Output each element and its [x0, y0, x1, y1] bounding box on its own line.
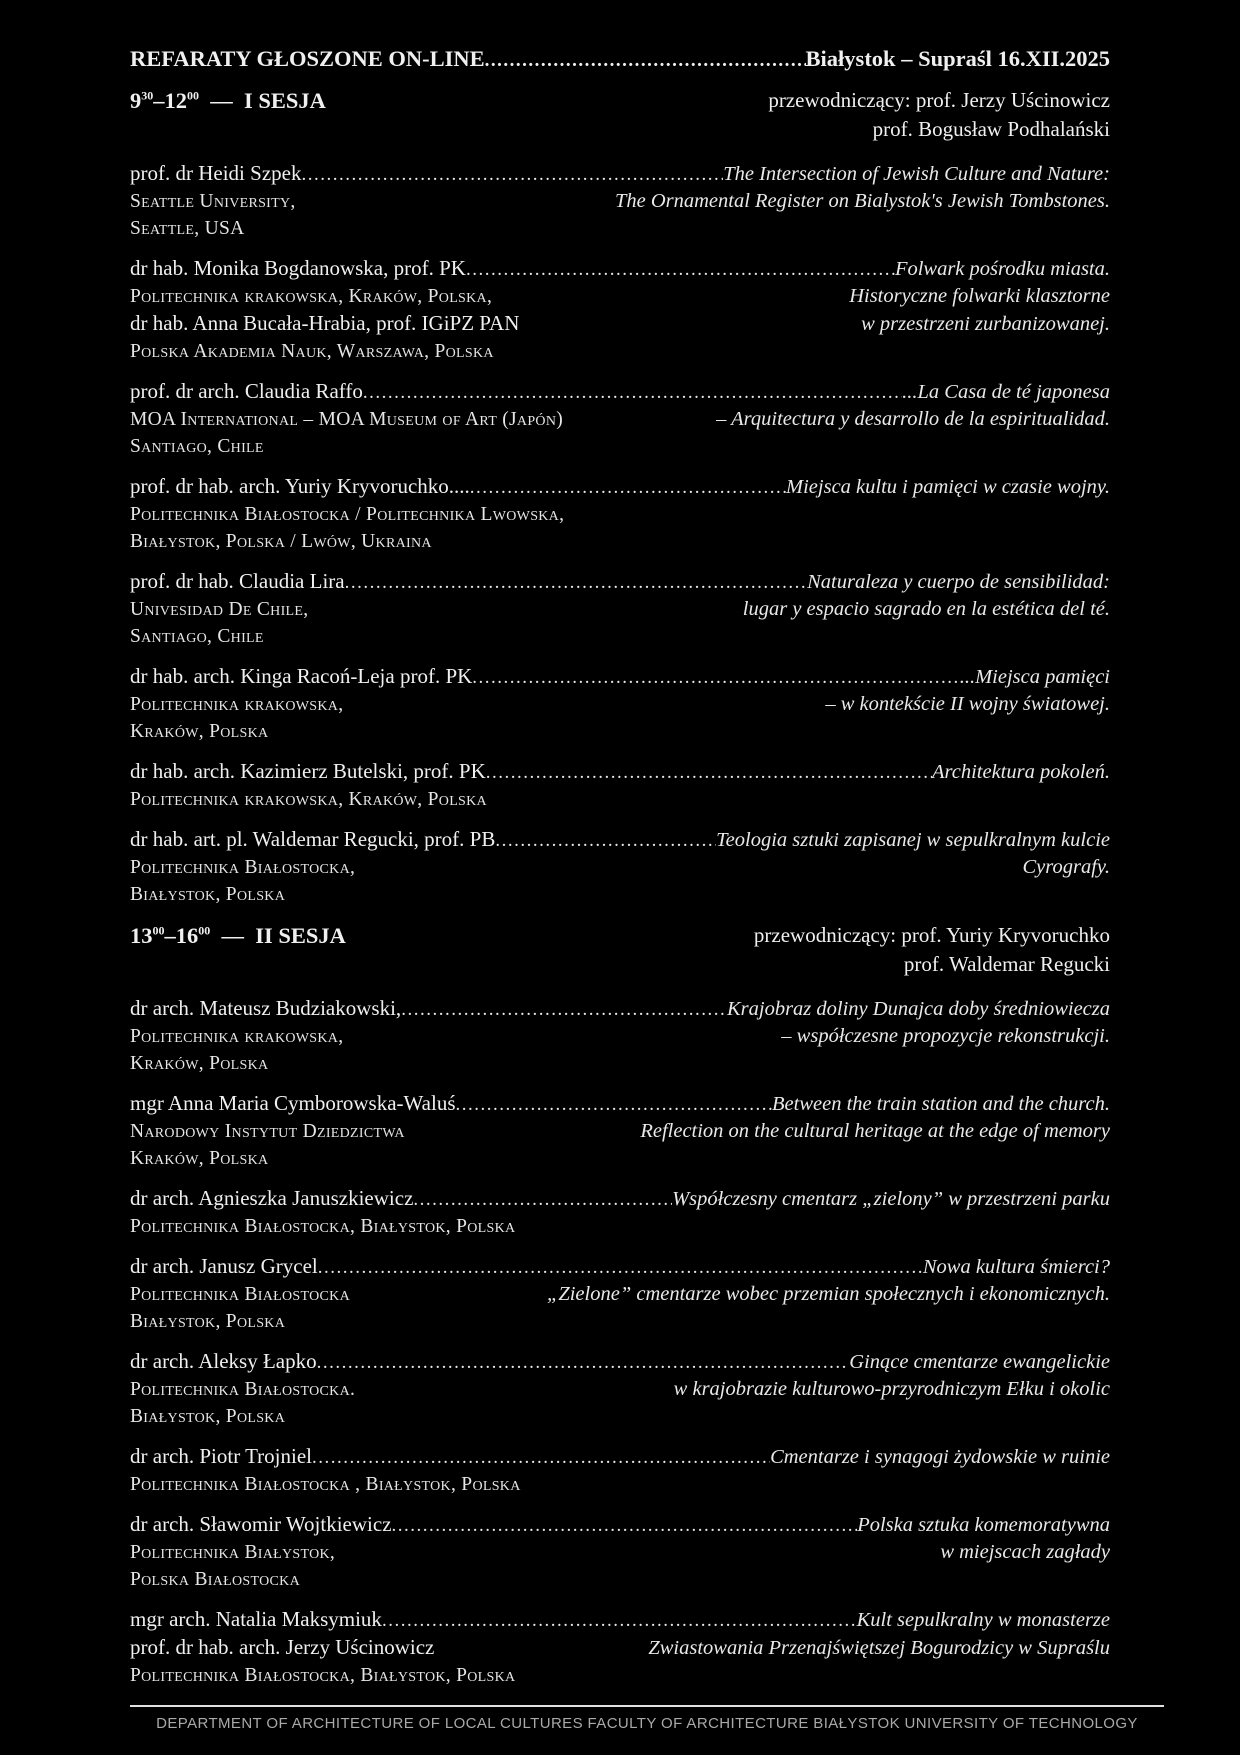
time-superscript: 00 [187, 88, 199, 103]
speaker-name: dr hab. Monika Bogdanowska, prof. PK [130, 256, 466, 280]
affiliation: Politechnika Białostocka, [130, 857, 356, 878]
dot-leader [466, 256, 895, 283]
dot-leader [413, 1186, 672, 1213]
speaker-name: dr arch. Janusz Grycel [130, 1254, 318, 1278]
talk-title: Folwark pośrodku miasta. [894, 258, 1110, 280]
talk-title-continued: – w kontekście II wojny światowej. [825, 693, 1110, 715]
chair-line: przewodniczący: prof. Yuriy Kryvoruchko [753, 923, 1110, 947]
talk-title-continued: Zwiastowania Przenajświętszej Bogurodzicy w Supraślu [648, 1637, 1110, 1659]
entry-row [130, 528, 1110, 555]
speaker-name: dr hab. art. pl. Waldemar Regucki, prof. PB [130, 827, 496, 851]
affiliation: Narodowy Instytut Dziedzictwa [130, 1121, 405, 1142]
entry-first-line [130, 473, 1110, 501]
affiliation: Białystok, Polska [130, 1406, 286, 1427]
program-entry [130, 378, 1110, 460]
affiliation: Białystok, Polska [130, 1311, 286, 1332]
talk-title: Krajobraz doliny Dunajca doby średniowiecza [726, 998, 1110, 1020]
talk-title-continued: Cyrografy. [1022, 856, 1110, 878]
speaker-name: mgr arch. Natalia Maksymiuk [130, 1607, 382, 1631]
affiliation: Politechnika Białostocka. [130, 1379, 356, 1400]
speaker-name: dr arch. Agnieszka Januszkiewicz [130, 1186, 414, 1210]
entry-first-line [130, 160, 1110, 188]
program-entry [130, 1185, 1110, 1240]
talk-title-continued: „Zielone” cmentarze wobec przemian społecznych i ekonomicznych. [546, 1283, 1110, 1305]
dot-leader [312, 1444, 770, 1471]
program-entry [130, 1253, 1110, 1335]
program-entry [130, 160, 1110, 242]
program-entry [130, 255, 1110, 365]
session-header [130, 921, 1110, 979]
document-title: REFARATY GŁOSZONE ON-LINE [130, 46, 485, 71]
entry-row [130, 881, 1110, 908]
entry-row [130, 786, 1110, 813]
entry-first-line [130, 995, 1110, 1023]
entry-row [130, 1213, 1110, 1240]
entry-row [130, 1566, 1110, 1593]
dot-leader [363, 379, 902, 406]
talk-title: Miejsca kultu i pamięci w czasie wojny. [786, 476, 1110, 498]
affiliation: Politechnika Białostocka [130, 1284, 350, 1305]
entry-row [130, 1539, 1110, 1566]
affiliation: Politechnika krakowska, [130, 694, 344, 715]
session-time-title: $13^{00}-16^{00}$ — II SESJA [130, 923, 346, 948]
dot-leader [456, 1091, 773, 1118]
talk-title-continued: Reflection on the cultural heritage at the edge of memory [640, 1120, 1110, 1142]
dot-leader [472, 664, 959, 691]
entry-row [130, 283, 1110, 310]
program-entry [130, 1511, 1110, 1593]
program-entry [130, 1090, 1110, 1172]
dot-leader [486, 759, 932, 786]
entry-first-line [130, 1348, 1110, 1376]
entry-row [130, 854, 1110, 881]
entry-first-line [130, 1511, 1110, 1539]
sessions [130, 86, 1110, 1689]
co-speaker-name: dr hab. Anna Bucała-Hrabia, prof. IGiPZ PAN [130, 311, 520, 335]
speaker-name: dr hab. arch. Kinga Racoń-Leja prof. PK [130, 664, 473, 688]
entry-first-line [130, 1443, 1110, 1471]
dot-leader [401, 996, 727, 1023]
talk-title-continued: w przestrzeni zurbanizowanej. [861, 313, 1110, 335]
program-entry [130, 473, 1110, 555]
time-superscript: 00 [152, 923, 165, 938]
dot-leader [301, 161, 723, 188]
talk-title: ...Miejsca pamięci [959, 666, 1110, 688]
dot-leader [317, 1349, 850, 1376]
affiliation: Seattle University, [130, 191, 296, 212]
speaker-name: prof. dr hab. Claudia Lira [130, 569, 345, 593]
session [130, 921, 1110, 1689]
affiliation: Politechnika krakowska, Kraków, Polska, [130, 286, 493, 307]
talk-title-continued: – współczesne propozycje rekonstrukcji. [781, 1025, 1110, 1047]
entry-first-line [130, 663, 1110, 691]
talk-title: Nowa kultura śmierci? [922, 1256, 1110, 1278]
entry-row [130, 718, 1110, 745]
affiliation: Kraków, Polska [130, 1053, 269, 1074]
speaker-name: mgr Anna Maria Cymborowska-Waluś [130, 1091, 456, 1115]
entry-row [130, 623, 1110, 650]
entry-row [130, 596, 1110, 623]
talk-title: The Intersection of Jewish Culture and Nature: [723, 163, 1110, 185]
speaker-name: prof. dr arch. Claudia Raffo [130, 379, 363, 403]
entry-row [130, 188, 1110, 215]
affiliation: Politechnika Białostocka, Białystok, Polska [130, 1216, 516, 1237]
session [130, 86, 1110, 908]
entry-row [130, 1023, 1110, 1050]
entry-row [130, 691, 1110, 718]
entry-first-line [130, 1185, 1110, 1213]
talk-title: Teologia sztuki zapisanej w sepulkralnym kulcie [716, 829, 1110, 851]
affiliation: Politechnika Białystok, [130, 1542, 336, 1563]
session-header [130, 86, 1110, 144]
talk-title: Współczesny cmentarz „zielony” w przestrzeni parku [672, 1188, 1110, 1210]
speaker-name: dr arch. Aleksy Łapko [130, 1349, 317, 1373]
affiliation: Politechnika Białostocka , Białystok, Polska [130, 1474, 521, 1495]
talk-title: Architektura pokoleń. [932, 761, 1110, 783]
entry-row [130, 1662, 1110, 1689]
entry-first-line [130, 758, 1110, 786]
entry-row [130, 1145, 1110, 1172]
affiliation: MOA International – MOA Museum of Art (Japón) [130, 409, 564, 430]
entry-first-line [130, 568, 1110, 596]
co-speaker-name: prof. dr hab. arch. Jerzy Uścinowicz [130, 1635, 435, 1659]
entry-row [130, 1118, 1110, 1145]
talk-title: Naturaleza y cuerpo de sensibilidad: [807, 571, 1110, 593]
session-chairs [768, 86, 1110, 144]
program-entry [130, 758, 1110, 813]
dot-leader [495, 827, 716, 854]
entry-row [130, 1376, 1110, 1403]
talk-title-continued: – Arquitectura y desarrollo de la espiritualidad. [716, 408, 1110, 430]
entry-first-line [130, 1253, 1110, 1281]
program-entry [130, 568, 1110, 650]
dot-leader [485, 46, 806, 76]
entry-row [130, 501, 1110, 528]
talk-title: Polska sztuka komemoratywna [857, 1514, 1110, 1536]
program-entry [130, 663, 1110, 745]
entry-row [130, 338, 1110, 365]
affiliation: Kraków, Polska [130, 721, 269, 742]
entry-row [130, 1634, 1110, 1662]
speaker-name: dr arch. Piotr Trojniel [130, 1444, 312, 1468]
affiliation: Polska Akademia Nauk, Warszawa, Polska [130, 341, 494, 362]
program-entry [130, 995, 1110, 1077]
affiliation: Seattle, USA [130, 218, 245, 239]
chair-line: przewodniczący: prof. Jerzy Uścinowicz [768, 88, 1110, 112]
time-superscript: 00 [198, 923, 211, 938]
program-entry [130, 1348, 1110, 1430]
page-footer [130, 1705, 1164, 1732]
entry-row [130, 215, 1110, 242]
entry-row [130, 406, 1110, 433]
entry-row [130, 1308, 1110, 1335]
talk-title-continued: w krajobrazie kulturowo-przyrodniczym Ełku i okolic [673, 1378, 1110, 1400]
dot-leader [470, 474, 786, 501]
talk-title-continued: w miejscach zagłady [940, 1541, 1110, 1563]
talk-title-continued: lugar y espacio sagrado en la estética del té. [742, 598, 1110, 620]
affiliation: Politechnika krakowska, [130, 1026, 344, 1047]
speaker-name: dr hab. arch. Kazimierz Butelski, prof. PK [130, 759, 486, 783]
speaker-name: dr arch. Mateusz Budziakowski, [130, 996, 402, 1020]
program-entry [130, 1606, 1110, 1689]
entry-row [130, 433, 1110, 460]
entry-row [130, 1471, 1110, 1498]
affiliation: Politechnika Białostocka, Białystok, Polska [130, 1665, 516, 1686]
talk-title: Between the train station and the church. [772, 1093, 1110, 1115]
footer-text: DEPARTMENT OF ARCHITECTURE OF LOCAL CULTURES FACULTY OF ARCHITECTURE BIAŁYSTOK UNIVERSITY OF TECHNOLOGY [156, 1715, 1138, 1732]
affiliation: Białystok, Polska [130, 884, 286, 905]
chair-line: prof. Bogusław Podhalański [872, 117, 1110, 141]
entry-row [130, 1050, 1110, 1077]
affiliation: Politechnika Białostocka / Politechnika Lwowska, [130, 504, 565, 525]
affiliation: Politechnika krakowska, Kraków, Polska [130, 789, 487, 810]
program-entry [130, 1443, 1110, 1498]
affiliation: Univesidad De Chile, [130, 599, 309, 620]
affiliation: Białystok, Polska / Lwów, Ukraina [130, 531, 432, 552]
affiliation: Kraków, Polska [130, 1148, 269, 1169]
location-date: Białystok – Supraśl 16.XII.2025 [805, 46, 1110, 71]
time-superscript: 30 [141, 88, 154, 103]
entry-row [130, 1403, 1110, 1430]
entry-first-line [130, 378, 1110, 406]
chair-line: prof. Waldemar Regucki [903, 952, 1110, 976]
entry-first-line [130, 255, 1110, 283]
entry-first-line [130, 826, 1110, 854]
speaker-name: prof. dr Heidi Szpek [130, 161, 302, 185]
session-time-title: $9^{30}-12^{00}$ — I SESJA [130, 88, 326, 113]
entry-first-line [130, 1606, 1110, 1634]
talk-title: Kult sepulkralny w monasterze [856, 1609, 1110, 1631]
talk-title: ...La Casa de té japonesa [902, 381, 1110, 403]
dot-leader [318, 1254, 923, 1281]
program-entry [130, 826, 1110, 908]
talk-title-continued: The Ornamental Register on Bialystok's Jewish Tombstones. [614, 190, 1110, 212]
speaker-name: prof. dr hab. arch. Yuriy Kryvoruchko.... [130, 474, 470, 498]
affiliation: Polska Białostocka [130, 1569, 300, 1590]
dot-leader [382, 1607, 857, 1634]
dot-leader [392, 1512, 858, 1539]
talk-title: Ginące cmentarze ewangelickie [849, 1351, 1110, 1373]
dot-leader [345, 569, 808, 596]
entry-row [130, 310, 1110, 338]
talk-title: Cmentarze i synagogi żydowskie w ruinie [770, 1446, 1110, 1468]
entry-row [130, 1281, 1110, 1308]
affiliation: Santiago, Chile [130, 436, 264, 457]
session-chairs [754, 921, 1110, 979]
speaker-name: dr arch. Sławomir Wojtkiewicz [130, 1512, 392, 1536]
entry-first-line [130, 1090, 1110, 1118]
talk-title-continued: Historyczne folwarki klasztorne [849, 285, 1110, 307]
document-header [130, 44, 1110, 76]
affiliation: Santiago, Chile [130, 626, 264, 647]
